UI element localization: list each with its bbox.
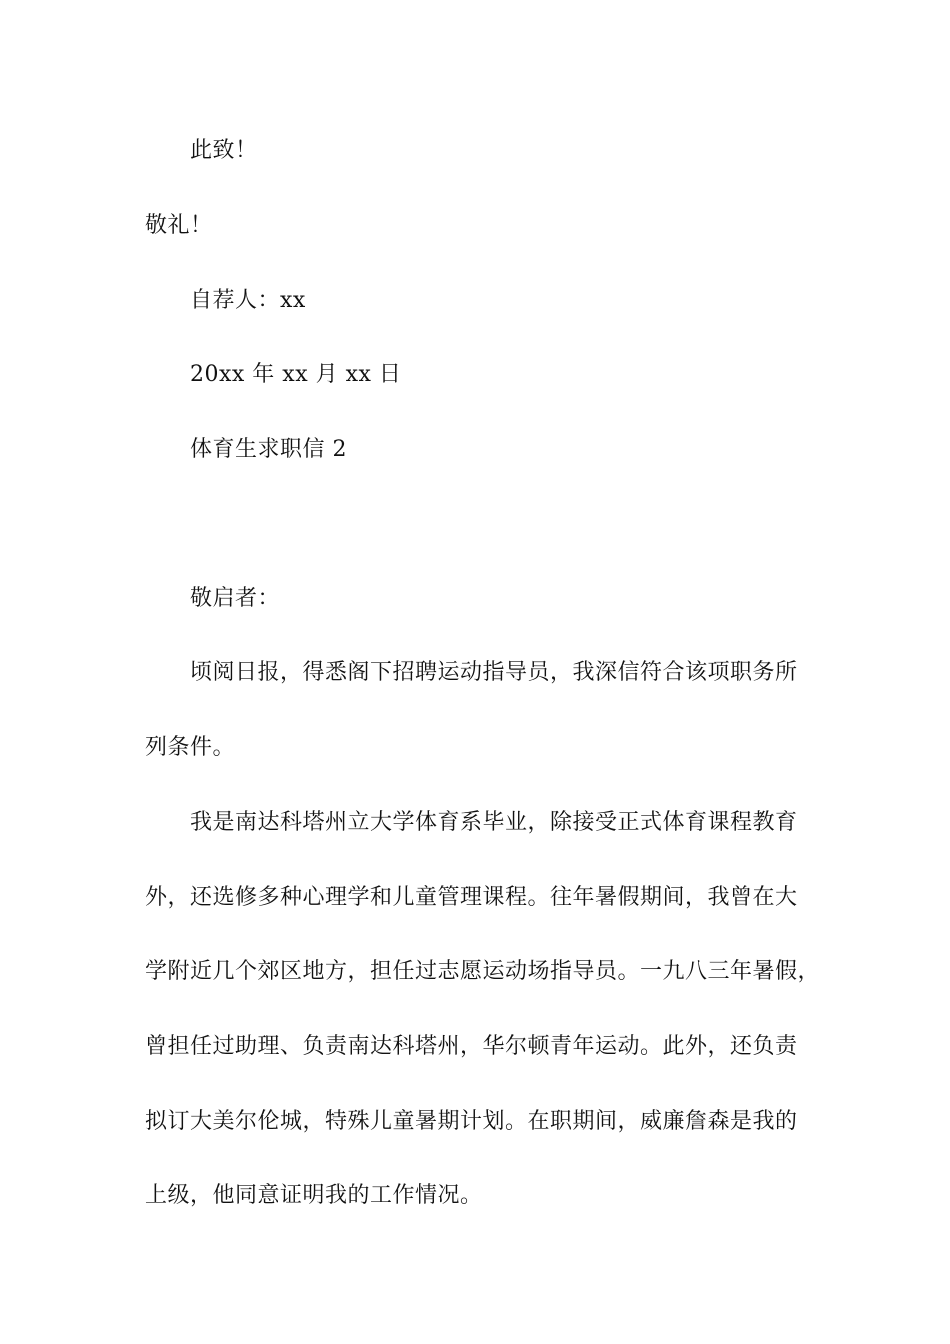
date-line: 20xx 年 xx 月 xx 日 — [190, 362, 402, 387]
paragraph-2-line-6: 上级，他同意证明我的工作情况。 — [145, 1183, 483, 1208]
paragraph-2-line-2: 外，还选修多种心理学和儿童管理课程。往年暑假期间，我曾在大 — [145, 885, 798, 910]
paragraph-2-line-4: 曾担任过助理、负责南达科塔州，华尔顿青年运动。此外，还负责 — [145, 1034, 798, 1059]
paragraph-2-line-3: 学附近几个郊区地方，担任过志愿运动场指导员。一九八三年暑假， — [145, 959, 821, 984]
paragraph-1-line-1: 顷阅日报，得悉阁下招聘运动指导员，我深信符合该项职务所 — [190, 660, 798, 685]
closing-line-2: 敬礼！ — [145, 213, 213, 238]
paragraph-2-line-5: 拟订大美尔伦城，特殊儿童暑期计划。在职期间，威廉詹森是我的 — [145, 1109, 798, 1134]
salutation: 敬启者： — [190, 586, 281, 611]
signer-line: 自荐人：xx — [190, 288, 306, 313]
letter-title: 体育生求职信 2 — [190, 437, 347, 462]
paragraph-1-line-2: 列条件。 — [145, 735, 236, 760]
closing-line-1: 此致！ — [190, 138, 258, 163]
paragraph-2-line-1: 我是南达科塔州立大学体育系毕业，除接受正式体育课程教育 — [190, 810, 798, 835]
